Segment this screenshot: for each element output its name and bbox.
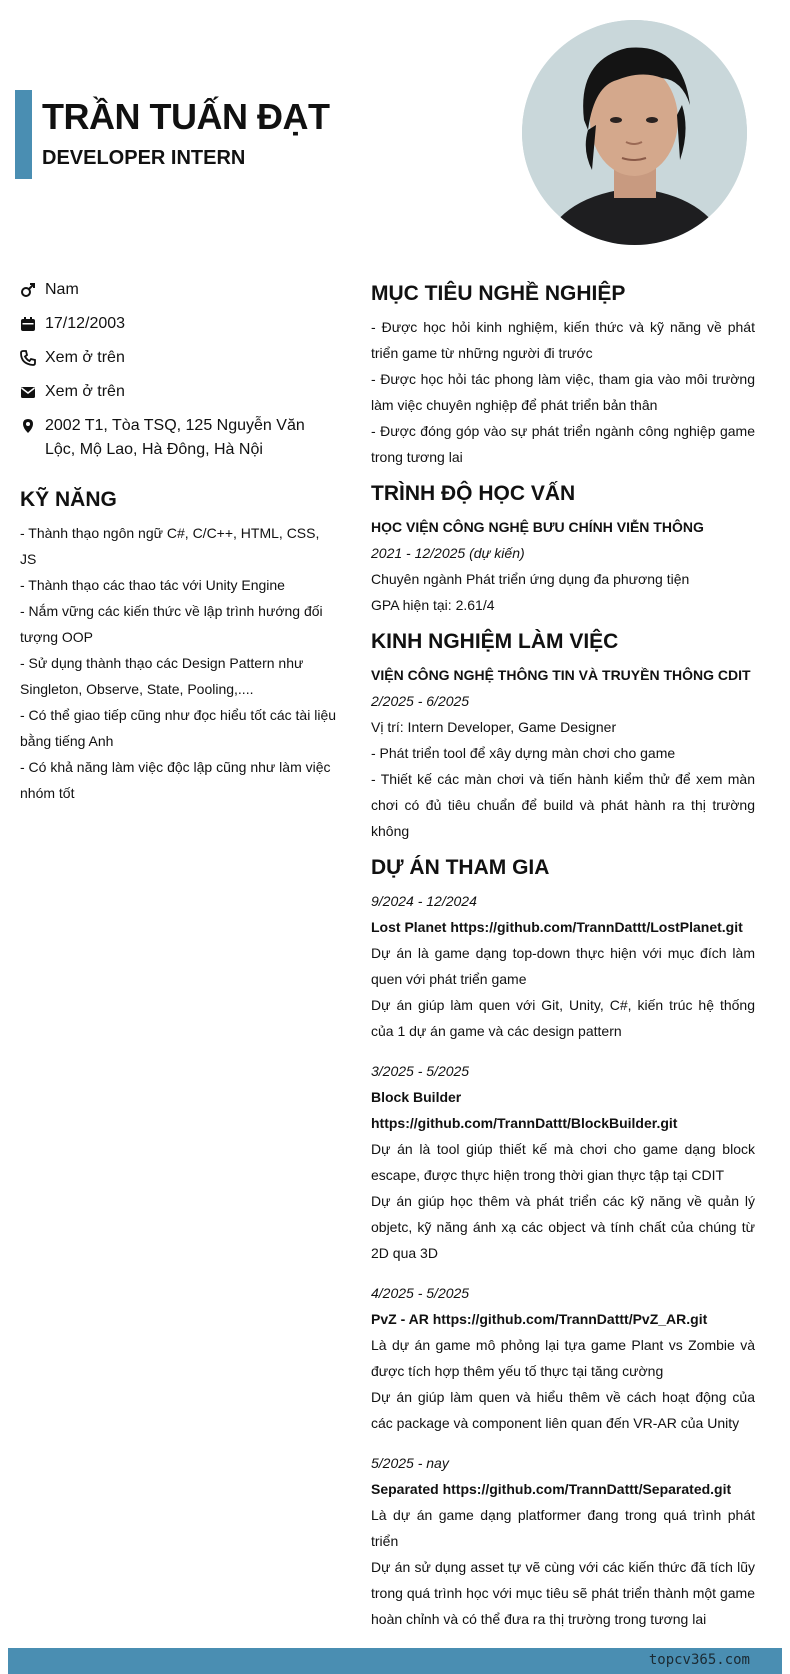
project-period: 4/2025 - 5/2025	[371, 1285, 470, 1301]
email-icon	[20, 384, 36, 400]
phone-icon	[20, 350, 36, 366]
education-entry	[371, 514, 755, 618]
left-column	[20, 278, 338, 806]
contact-text: Xem ở trên	[45, 383, 125, 400]
contact-phone	[20, 346, 338, 370]
skill-item: - Có khả năng làm việc độc lập cũng như làm việc nhóm tốt	[20, 759, 331, 801]
education-period: 2021 - 12/2025 (dự kiến)	[371, 545, 525, 561]
project-period: 5/2025 - nay	[371, 1455, 449, 1471]
contact-text: Xem ở trên	[45, 349, 125, 366]
education-school: HỌC VIỆN CÔNG NGHỆ BƯU CHÍNH VIỄN THÔNG	[371, 519, 704, 535]
objective-title: MỤC TIÊU NGHỀ NGHIỆP	[371, 282, 626, 305]
experience-position: Vị trí: Intern Developer, Game Designer	[371, 719, 617, 735]
project-item	[371, 1450, 755, 1632]
education-title: TRÌNH ĐỘ HỌC VẤN	[371, 482, 576, 505]
experience-company: VIỆN CÔNG NGHỆ THÔNG TIN VÀ TRUYỀN THÔNG CDIT	[371, 667, 751, 683]
footer-bar	[8, 1648, 782, 1674]
project-line: Dự án là game dạng top-down thực hiện với mục đích làm quen với phát triển game	[371, 945, 755, 987]
project-name: Separated https://github.com/TrannDattt/Separated.git	[371, 1481, 732, 1497]
project-name: PvZ - AR https://github.com/TrannDattt/PvZ_AR.git	[371, 1311, 708, 1327]
contact-text: 2002 T1, Tòa TSQ, 125 Nguyễn Văn Lộc, Mộ Lao, Hà Đông, Hà Nội	[45, 417, 305, 458]
projects-title: DỰ ÁN THAM GIA	[371, 856, 550, 879]
contact-address	[20, 414, 338, 462]
portrait-photo	[522, 20, 747, 245]
objective-item: - Được học hỏi kinh nghiệm, kiến thức và kỹ năng về phát triển game từ những người đi trước	[371, 319, 755, 361]
footer-watermark: topcv365.com	[648, 1652, 750, 1668]
project-line: Dự án là tool giúp thiết kế mà chơi cho game dạng block escape, được thực hiện trong thời gian thực tập tại CDIT	[371, 1141, 755, 1183]
header-accent-bar	[15, 90, 32, 179]
project-item	[371, 1280, 755, 1436]
skill-item: - Thành thạo các thao tác với Unity Engine	[20, 577, 285, 593]
experience-title: KINH NGHIỆM LÀM VIỆC	[371, 630, 619, 653]
right-column	[371, 280, 755, 1646]
project-line: Dự án giúp làm quen với Git, Unity, C#, kiến trúc hệ thống của 1 dự án game và các design pattern	[371, 997, 755, 1039]
objective-item: - Được học hỏi tác phong làm việc, tham gia vào môi trường làm việc chuyên nghiệp để phát triển bản thân	[371, 371, 755, 413]
experience-period: 2/2025 - 6/2025	[371, 693, 470, 709]
education-major: Chuyên ngành Phát triển ứng dụng đa phương tiện	[371, 571, 690, 587]
candidate-name: TRẦN TUẤN ĐẠT	[42, 96, 330, 137]
objective-list	[371, 314, 755, 470]
gender-icon	[20, 282, 36, 298]
experience-item: - Thiết kế các màn chơi và tiến hành kiểm thử để xem màn chơi có đủ tiêu chuẩn để build và phát hành ra thị trường không	[371, 771, 755, 839]
skill-item: - Có thể giao tiếp cũng như đọc hiểu tốt các tài liệu bằng tiếng Anh	[20, 707, 337, 749]
projects-list	[371, 888, 755, 1632]
project-item	[371, 888, 755, 1044]
avatar	[522, 20, 747, 245]
contact-text: Nam	[45, 281, 79, 298]
project-line: Là dự án game dạng platformer đang trong quá trình phát triển	[371, 1507, 755, 1549]
project-line: Là dự án game mô phỏng lại tựa game Plant vs Zombie và được tích hợp thêm yếu tố thực tại tăng cường	[371, 1337, 755, 1379]
location-icon	[20, 418, 36, 434]
project-item	[371, 1058, 755, 1266]
project-period: 3/2025 - 5/2025	[371, 1063, 470, 1079]
contact-birthday	[20, 312, 338, 336]
skill-item: - Nắm vững các kiến thức về lập trình hướng đối tượng OOP	[20, 603, 323, 645]
experience-entry	[371, 662, 755, 844]
project-line: Dự án sử dụng asset tự vẽ cùng với các kiến thức đã tích lũy trong quá trình học với mục tiêu sẽ phát triển thành một game hoàn chỉnh và có thể đưa ra thị trường trong tương lai	[371, 1559, 755, 1627]
skill-item: - Thành thạo ngôn ngữ C#, C/C++, HTML, CSS, JS	[20, 525, 320, 567]
education-gpa: GPA hiện tại: 2.61/4	[371, 597, 495, 613]
experience-item: - Phát triển tool để xây dựng màn chơi cho game	[371, 745, 676, 761]
contact-gender	[20, 278, 338, 302]
contact-text: 17/12/2003	[45, 315, 126, 332]
project-line: Dự án giúp làm quen và hiểu thêm về cách hoạt động của các package và component liên quan đến VR-AR của Unity	[371, 1389, 755, 1431]
objective-item: - Được đóng góp vào sự phát triển ngành công nghiệp game trong tương lai	[371, 423, 755, 465]
project-name: Lost Planet https://github.com/TrannDattt/LostPlanet.git	[371, 919, 743, 935]
skills-title: KỸ NĂNG	[20, 488, 117, 511]
calendar-icon	[20, 316, 36, 332]
project-name: Block Builder https://github.com/TrannDattt/BlockBuilder.git	[371, 1089, 678, 1131]
skill-item: - Sử dụng thành thạo các Design Pattern như Singleton, Observe, State, Pooling,....	[20, 655, 304, 697]
skills-list	[20, 520, 338, 806]
project-line: Dự án giúp học thêm và phát triển các kỹ năng về quản lý objetc, kỹ năng ánh xạ các object và tính chất của chúng từ 2D qua 3D	[371, 1193, 755, 1261]
contact-email	[20, 380, 338, 404]
project-period: 9/2024 - 12/2024	[371, 893, 477, 909]
candidate-role: DEVELOPER INTERN	[42, 147, 246, 169]
